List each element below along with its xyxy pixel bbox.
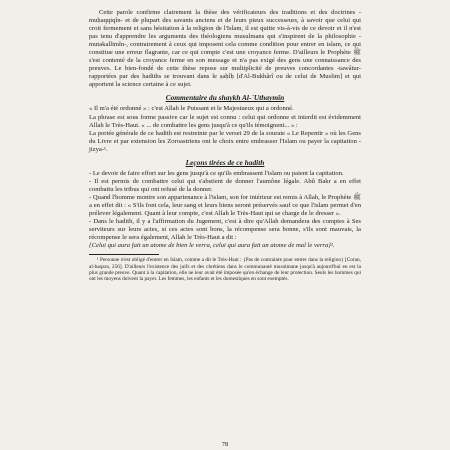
lesson-item: - Il est permis de combattre celui qui s'abstient de donner l'aumône légale. Abû Bakr a en effet combattu les tribus qui ont refusé de la donner.: [89, 177, 361, 193]
commentary-block: [89, 105, 361, 153]
commentary-passive-line: La phrase est sous forme passive car le sujet est connu : celui qui ordonne et interdit est évidemment Allah le Très-Haut. « ... de combattre les gens jusqu'à ce qu'ils témoignent... » :: [89, 113, 361, 129]
lesson-item: - Dans le hadith, il y a l'affirmation du Jugement, c'est à dire qu'Allah demandera des comptes à Ses serviteurs sur leurs actes, si ces actes sont bons, la récompense sera bonne, s'ils sont mauvais, la récompense le sera également, Allah le Très-Haut a dit :: [89, 218, 361, 242]
lesson-quote: {Celui qui aura fait un atome de bien le verra, celui qui aura fait un atome de mal le verra}².: [89, 242, 335, 250]
lesson-item: - Quand l'homme montre son appartenance à l'islam, son for intérieur est remis à Allah, le Prophète ﷺ a en effet dit : « S'ils font cela, leur sang et leurs biens seront préservés sauf ce que l'islam permet d'en prélever légalement. Quant à leur compte, c'est Allah le Très-Haut qui se charge de le dresser ».: [89, 193, 361, 217]
commentary-scope-line: La portée générale de ce hadith est restreinte par le verset 29 de la sourate « Le Repentir » où les Gens du Livre et par extension les Zoroastriens ont le choix entre embrasser l'Islam ou payer la capitation -jizya-¹.: [89, 129, 361, 153]
lesson-item: - Le devoir de faire effort sur les gens jusqu'à ce qu'ils embrassent l'islam ou paient la capitation.: [89, 169, 344, 177]
footnote-divider: [89, 254, 159, 255]
intro-paragraph: Cette parole confirme clairement la thèse des vérificateurs des traditions et des doctrines -muḥaqqiqîn- et de plupart des savants anciens et de leurs pieux successeurs, à savoir que celui qui croit fermement et sans hésitation à la religion de l'Islam, il est quitte vis-à-vis de ce devoir et il n'est pas tenu d'apprendre les arguments des théologiens musulmans qui s'inspirent de la philosophie -mutakallimîn-, contrairement à ceux qui imposent cela comme condition pour entrer en islam, ce qui constitue une erreur flagrante, car ce qui compte c'est une croyance ferme. D'ailleurs le Prophète ﷺ s'est contenté de la croyance ferme en son message et n'a pas exigé des gens une connaissance des preuves. Le bien-fondé de cette thèse repose sur multiplicité de preuves concordantes -tawâtur- rapportées par des hadiths se trouvant dans le ṣaḥîḥ [d'Al-Bukhârî ou de celui de Muslim] et qui apportent la science certaine à ce sujet.: [89, 9, 361, 89]
footnote: ¹ Personne n'est obligé d'entrer en Islam, comme a dit le Très-Haut : {Pas de contrainte pour entrer dans la religion} [Coran, al-baqara, 256]. D'ailleurs l'existence des juifs et des chrétiens dans le communauté musulmane jusqu'à aujourd'hui en est la plus grande preuve. Quant à la capitation, elle ne leur avait été imposée qu'en échange de leur protection. Seuls les hommes qui ont les moyens doivent la payer. Les femmes, les enfants et les domestiques en sont exemptés.: [89, 257, 361, 283]
commentary-quote-line: « Il m'a été ordonné » : c'est Allah le Puissant et le Majestueux qui a ordonné.: [89, 105, 294, 113]
lessons-list: [89, 170, 361, 250]
lessons-heading: Leçons tirées de ce hadith: [185, 157, 265, 167]
commentary-heading: Commentaire du shaykh Al-`Uthaymîn: [165, 93, 285, 103]
page-number: 78: [221, 441, 229, 448]
